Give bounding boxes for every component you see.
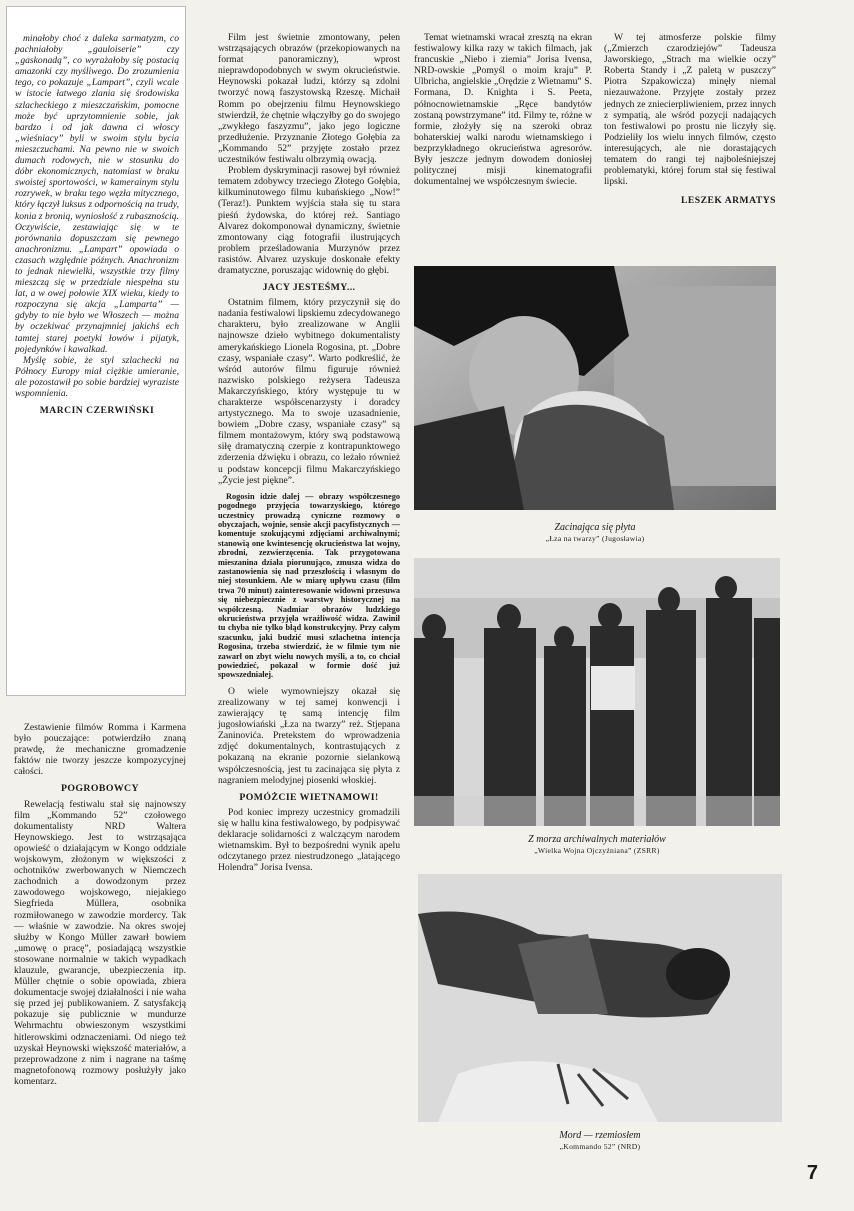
caption-source: „Łza na twarzy” (Jugosławia) xyxy=(545,534,645,543)
caption-source: „Wielka Wojna Ojczyźniana” (ZSRR) xyxy=(534,846,660,855)
article-paragraph: Film jest świetnie zmontowany, pełen wstrząsających obrazów (przekopiowanych na format panoramiczny), wprost nieprawdopodobnych w swym okrucieństwie. Heynowski pokazał ludzi, którzy są zdolni tworzyć nową faszystowską Rzeszę. Michaił Romm po obejrzeniu filmu Heynowskiego stwierdził, że chętnie włączyłby go do swojego „zwykłego faszyzmu”, jako jego logiczne przedłużenie. Przyznanie Złotego Gołębia za „Kommando 52” przyjęte zostało przez uczestników festiwalu olbrzymią owacją. xyxy=(218,32,400,166)
article-paragraph: Rewelacją festiwalu stał się najnowszy film „Kommando 52” czołowego dokumentalisty NRD Waltera Heynowskiego. Jest to wstrząsająca opowieść o działającym w Kongo oddziale wojskowym, złożonym w większości z ochotników zwerbowanych w Niemczech zachodnich a dowodzonym przez zawodowego wojskowego, niejakiego Siegfrieda Müllera, osobnika rozmiłowanego w zawodzie mordercy. Tak — właśnie w zawodzie. Na okres swojej służby w Kongo Müller zawarł bowiem „umowę o pracę”, posiadającą wszystkie stosowane normalnie w takich wypadkach klauzule, gwarancje, ubezpieczenia itp. Müller chętnie o sobie opowiada, zbiera dokumentacje swojej działalności i nie waha się przed jej publikowaniem. Z satysfakcją pokazuje się publicznie w mundurze Wehrmachtu obwieszonym wszystkimi hitlerowskimi odznaczeniami. Od niego też uzyskał Heynowski większość materiałów, a przeprowadzone z nim i nagrane na taśmę magnetofonową rozmowy posłużyły jako komentarz. xyxy=(14,798,186,1087)
article-paragraph: Pod koniec imprezy uczestnicy gromadzili się w hallu kina festiwalowego, by podpisywać deklaracje solidarności z walczącym narodem wietnamskim. Był to bezpośredni wynik apelu odczytanego przez niestrudzonego „latającego Holendra” Jorisa Ivensa. xyxy=(218,806,400,874)
section-heading: JACY JESTEŚMY... xyxy=(262,282,356,294)
photo-crowd xyxy=(414,558,780,826)
article-paragraph: W tej atmosferze polskie filmy („Zmierzch czarodziejów” Tadeusza Jaworskiego, „Strach ma wielkie oczy” Roberta Standy i „Z paletą w puszczy” Piotra Szpakowicza) minęły niemal niezauważone. Przyjęte zostały przez jednych ze zniecierpliwieniem, przez innych z sympatią, ale wśród pozycji nadających ton festiwalowi po prostu nie liczyły się. Podzieliły los wielu innych filmów, często interesujących, ale nie dorastających tematem do rangi tej najboleśniejszej problematyki, której forum stał się festiwal lipski. xyxy=(604,32,776,188)
column-3 xyxy=(414,32,592,187)
author-signature: MARCIN CZERWIŃSKI xyxy=(39,405,155,417)
essay-box xyxy=(6,6,186,696)
caption-title: Z morza archiwalnych materiałów xyxy=(528,834,666,845)
photo-caption xyxy=(414,522,776,543)
section-heading: POGROBOWCY xyxy=(60,783,140,795)
photo-crowd-image xyxy=(414,558,780,826)
caption-source: „Kommando 52” (NRD) xyxy=(559,1142,641,1151)
section-heading: POMÓŻCIE WIETNAMOWI! xyxy=(239,791,379,803)
article-paragraph: Problem dyskryminacji rasowej był również tematem zdobywcy trzeciego Złotego Gołębia, kilkuminutowego filmu kubańskiego „Now!” (Teraz!). Punktem wyjścia stała się tu stara pieśń żydowska, do której reż. Santiago Alvarez dokomponował dynamiczny, świetnie zmontowany ciąg fotografii ilustrujących problem prześladowania Murzynów przez rasistów. Alvarez uzyskuje doskonałe efekty dramatyczne, poruszając widownię do głębi. xyxy=(218,165,400,276)
article-paragraph: O wiele wymowniejszy okazał się zrealizowany w tej samej konwencji i zawierający tę samą intencję film jugosłowiański „Łza na twarzy” reż. Stjepana Zaninovića. Pretekstem do wprowadzenia zdjęć dokumentalnych, kontrastujących z pokazaną na ekranie pozornie sielankową współczesnością, jest tu zacinająca się płyta z nagraniem melodyjnej piosenki włoskiej. xyxy=(218,685,400,786)
photo-couple-image xyxy=(414,266,776,510)
page-number: 7 xyxy=(806,1162,818,1184)
photo-caption xyxy=(414,834,780,855)
caption-title: Zacinająca się płyta xyxy=(554,522,636,533)
photo-victim-image xyxy=(418,874,782,1122)
article-paragraph: Ostatnim filmem, który przyczynił się do nadania festiwalowi lipskiemu zdecydowanego charakteru, było zrealizowane w Anglii najnowsze dzieło wybitnego dokumentalisty amerykańskiego Lionela Rogosina, pt. „Dobre czasy, wspaniałe czasy”. Warto podkreślić, że wśród autorów filmu figuruje również nazwisko polskiego reżysera Tadeusza Makarczyńskiego, który występuje tu w charakterze współscenarzysty i doradcy artystycznego. Ma to swoje uzasadnienie, bowiem „Dobre czasy, wspaniałe czasy” są filmem montażowym, który swą podstawową siłę dramatyczną czerpie z kontrapunktowego zderzenia dźwięku i obrazu, co leżało również u podstaw koncepcji filmu Makarczyńskiego „Życie jest piękne”. xyxy=(218,297,400,486)
photo-caption xyxy=(418,1130,782,1151)
essay-paragraph: Myślę sobie, że styl szlachecki na Północy Europy miał ciężkie umieranie, ale pozostawił po sobie bardziej wyraziste wspomnienia. xyxy=(15,354,179,399)
photo-victim xyxy=(418,874,782,1122)
column-1-bottom xyxy=(14,722,186,1087)
column-2 xyxy=(218,32,400,873)
column-4 xyxy=(604,32,776,206)
intro-paragraph: Zestawienie filmów Romma i Karmena było pouczające: potwierdziło znaną prawdę, że mechaniczne gromadzenie faktów nie tworzy jeszcze kompozycyjnej całości. xyxy=(14,722,186,778)
essay-paragraph: minałoby choć z daleka sarmatyzm, co pachniałoby „gauloiserie” czy „gaskonadą”, co wyrażałoby się postacią amazonki czy myśliwego. Do zrozumienia tego, co pokazuje „Lampart”, czyli wcale w istocie łatwego zlania się środowiska szlacheckiego z mieszczańskim, pomocne może być uprzytomnienie sobie, jak bardzo i od jak dawna ci włoscy „wieśniacy” byli w swoim stylu bycia mieszczuchami. Na pewno nie w swoich dumach rodowych, nie w stosunku do dóbr ekonomicznych, natomiast w braku swoistej sportowości, w kamerainym stylu rozrywek, w braku tego węzła mitycznego, który łączył luksus z odpornością na trudy, konia z bronią, wyniosłość z rubasznością. Oczywiście, zestawiając się w te porównania dopuszczam się pewnego anachronizmu. „Lampart” opowiada o czasach względnie późnych. Anachronizm to jednak niewielki, wszystkie trzy filmy mieszczą się w przedziale niespełna stu lat, a w owej połowie XIX wieku, kiedy to rozpoczyna się akcja „Lamparta” — gdyby to nie było we Włoszech — można by oczekiwać przynajmniej jakichś ech tamtej starej poetyki łowów i pijatyk, pojedynków i kawalkad. xyxy=(15,33,179,355)
caption-title: Mord — rzemiosłem xyxy=(559,1130,641,1141)
author-signature: LESZEK ARMATYS xyxy=(680,195,776,207)
small-print-block xyxy=(218,492,400,680)
photo-couple xyxy=(414,266,776,510)
small-print-paragraph: Rogosin idzie dalej — obrazy współczesnego pogodnego przyjęcia towarzyskiego, którego uczestnicy prowadzą cyniczne rozmowy o obyczajach, wojnie, sensie akcji pacyfistycznych — komentuje szokującymi zdjęciami archiwalnymi; stanowią one kwintesencję okrucieństwa lat wojny, zbrodni, zezwierzęcenia. Tak przygotowana mieszanina działa piorunująco, zmusza widza do zastanowienia się nad przeszłością i własnym do niej stosunkiem. Ale w miarę upływu czasu (film trwa 70 minut) zainteresowanie widowni przesuwa się niebezpiecznie z warstwy historycznej na współczesną. Nadmiar obrazów ludzkiego okrucieństwa przyjęła wrażliwość widza. Zawinił tu chyba nie tylko błąd konstrukcyjny. Przy całym szacunku, jaki budzić musi szlachetna intencja Rogosina, trzeba stwierdzić, że w filmie tym nie zawarł on zbyt wielu nowych myśli, a to, co chciał powiedzieć, pokazał w formie dość już spowszedniałej. xyxy=(218,491,400,680)
article-paragraph: Temat wietnamski wracał zresztą na ekran festiwalowy kilka razy w takich filmach, jak francuskie „Niebo i ziemia” Jorisa Ivensa, NRD-owskie „Pomyśl o moim kraju” P. Ulbricha, angielskie „Orędzie z Wietnamu” S. Formana, D. Knighta i S. Peeta, północnowietnamskie „Ręce bandytów zostaną powstrzymane” itd. Filmy te, różne w formie, złożyły się na szeroki obraz bohaterskiej walki narodu wietnamskiego i bezprzykładnego okrucieństwa agresorów. Były jeszcze jednym dowodem doniosłej politycznej misji kinematografii dokumentalnej we współczesnym świecie. xyxy=(414,32,592,188)
